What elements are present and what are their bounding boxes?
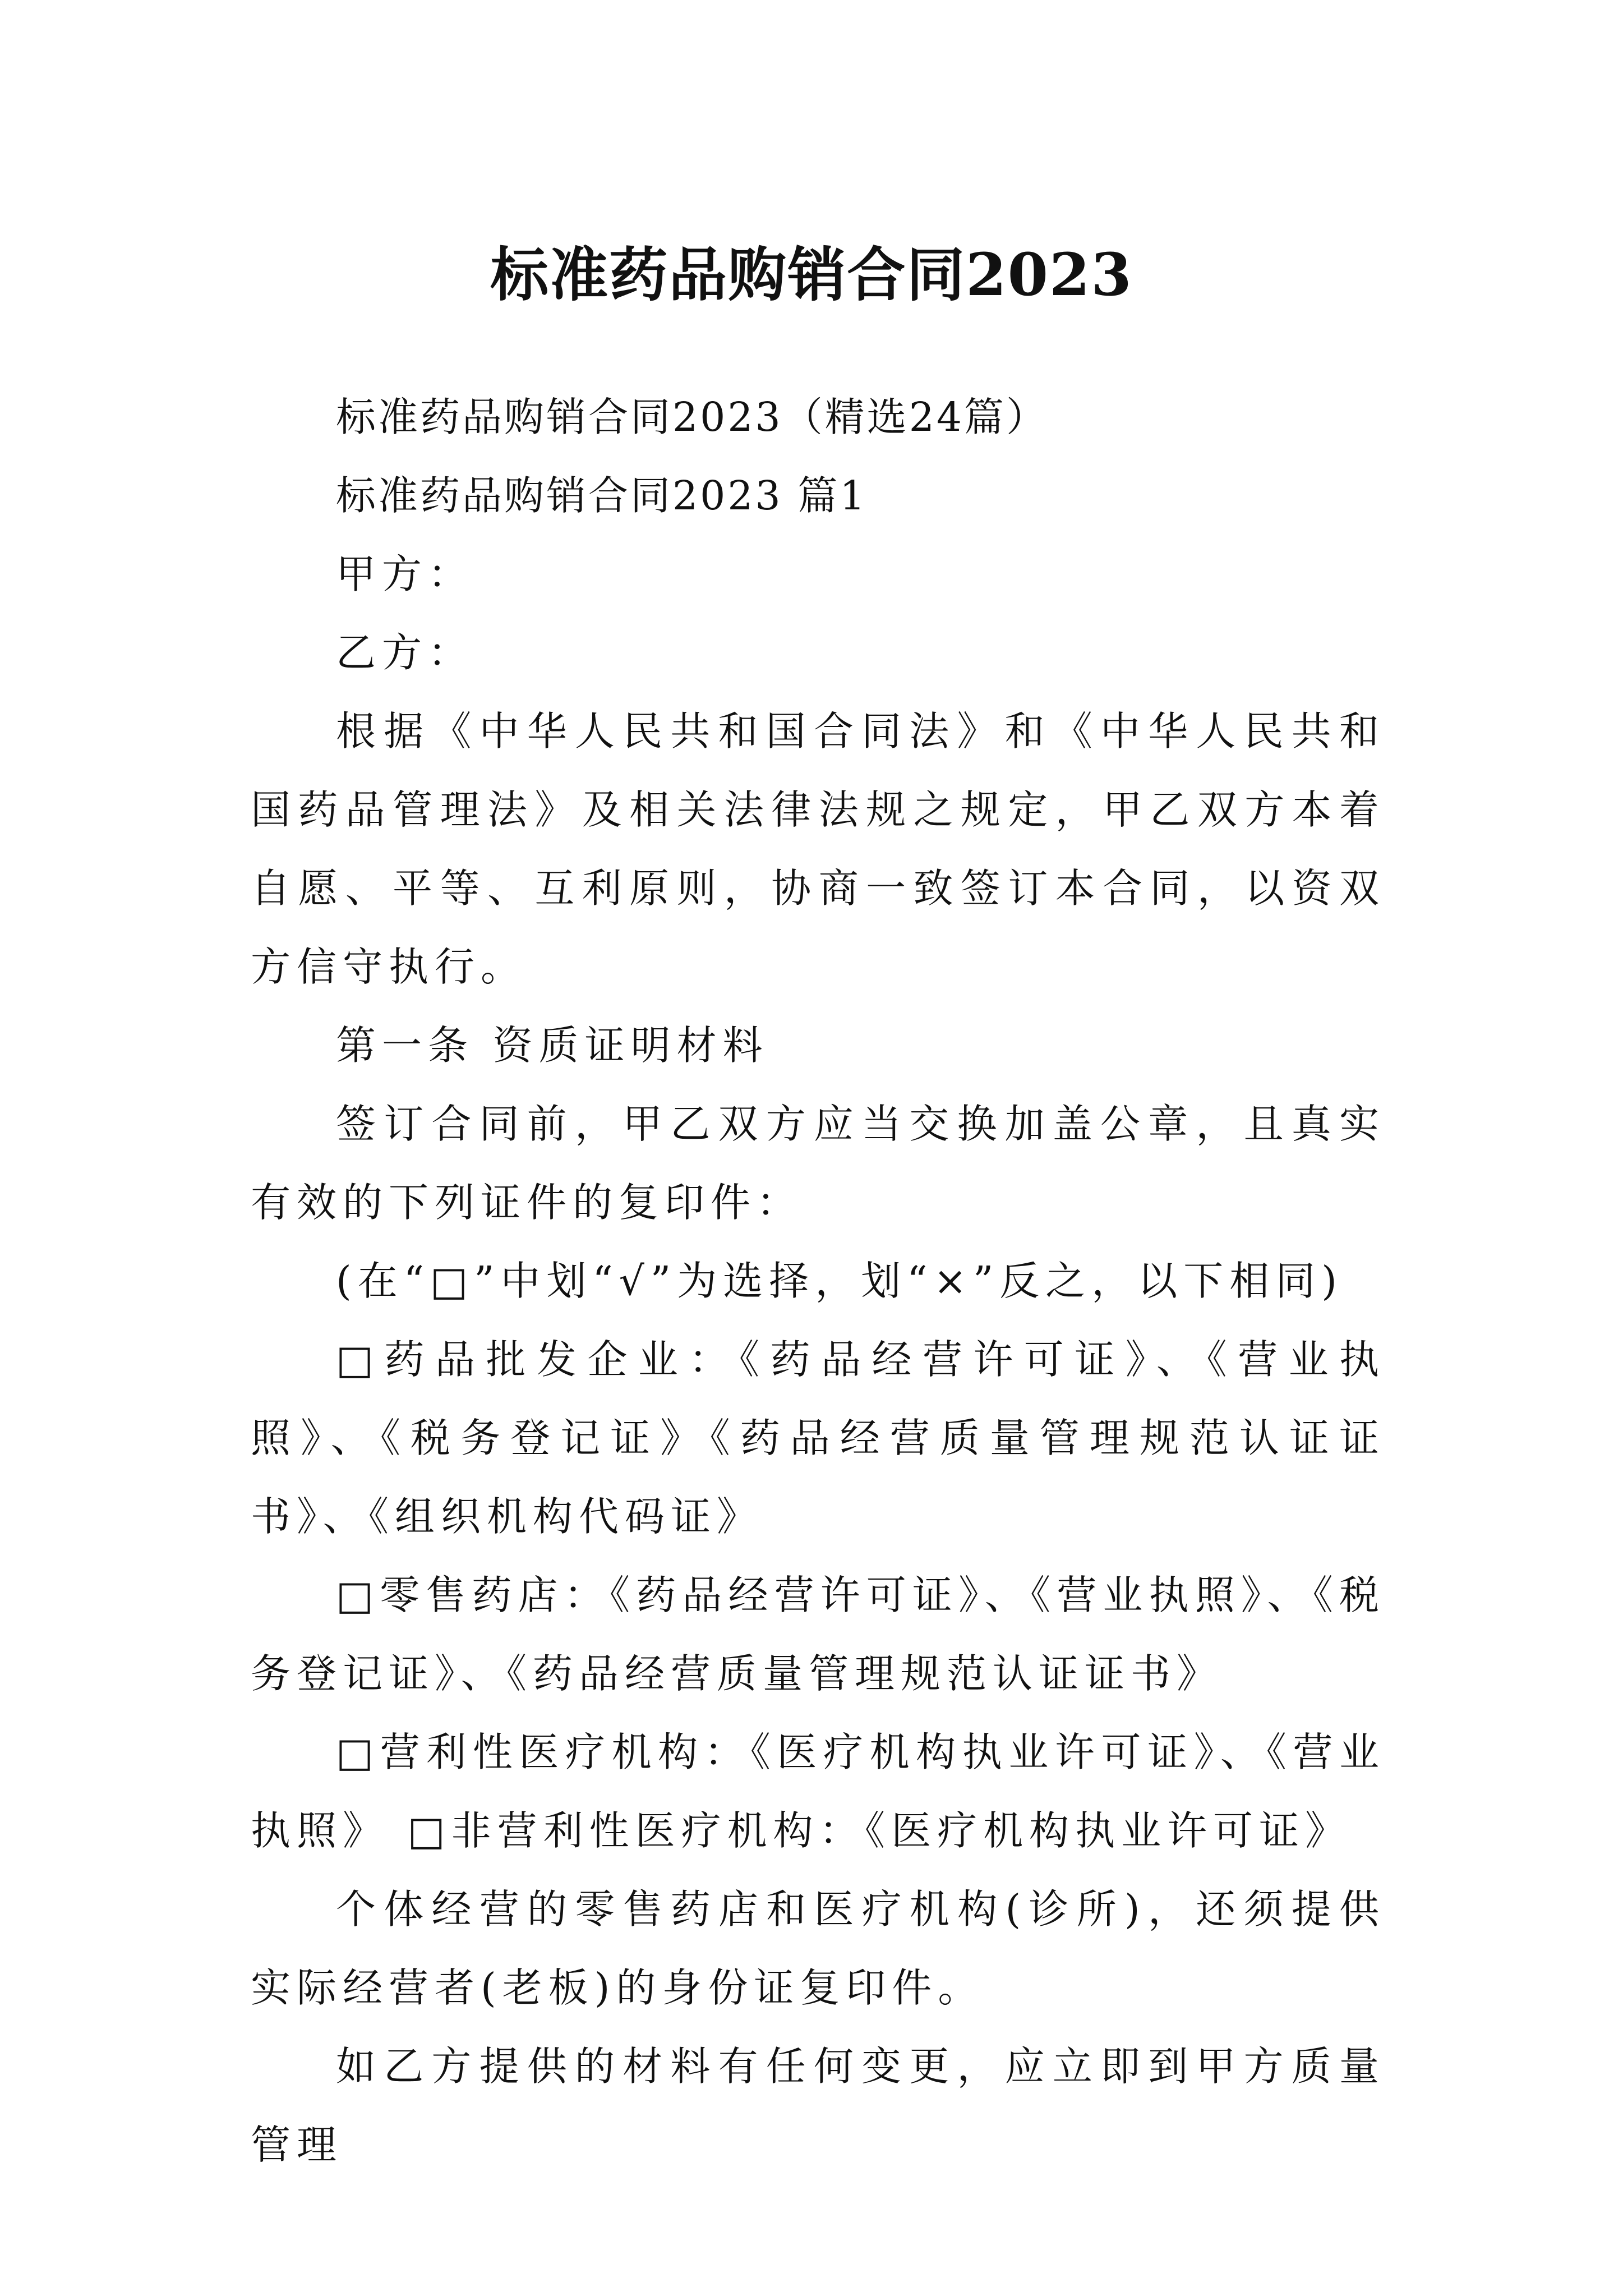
body-paragraph: 如乙方提供的材料有任何变更，应立即到甲方质量管理 bbox=[251, 2043, 1385, 2168]
document-title: 标准药品购销合同2023 bbox=[490, 240, 1133, 309]
document-body bbox=[251, 378, 1385, 2184]
checkbox-item: □营利性医疗机构：《医疗机构执业许可证》、《营业执照》 □非营利性医疗机构：《医疗机构执业许可证》 bbox=[251, 1729, 1385, 1854]
checkbox-item: □零售药店：《药品经营许可证》、《营业执照》、《税务登记证》、《药品经营质量管理规范认证证书》 bbox=[251, 1572, 1385, 1697]
checkbox-item: □药品批发企业：《药品经营许可证》、《营业执照》、《税务登记证》《药品经营质量管理规范认证证书》、《组织机构代码证》 bbox=[251, 1336, 1385, 1540]
party-a-line: 甲方： bbox=[336, 551, 474, 597]
party-b-line: 乙方： bbox=[336, 629, 474, 676]
body-paragraph: 签订合同前，甲乙双方应当交换加盖公章，且真实有效的下列证件的复印件： bbox=[251, 1101, 1385, 1226]
body-paragraph: (在“□”中划“√”为选择，划“×”反之，以下相同) bbox=[336, 1258, 1343, 1304]
article-heading: 第一条 资质证明材料 bbox=[336, 1022, 769, 1069]
subtitle-paragraph: 标准药品购销合同2023（精选24篇） bbox=[336, 394, 1049, 440]
section-heading: 标准药品购销合同2023 篇1 bbox=[336, 472, 868, 519]
body-paragraph: 个体经营的零售药店和医疗机构(诊所)，还须提供实际经营者(老板)的身份证复印件。 bbox=[251, 1886, 1385, 2011]
preamble-paragraph: 根据《中华人民共和国合同法》和《中华人民共和国药品管理法》及相关法律法规之规定，甲乙双方本着自愿、平等、互利原则，协商一致签订本合同，以资双方信守执行。 bbox=[251, 708, 1385, 990]
